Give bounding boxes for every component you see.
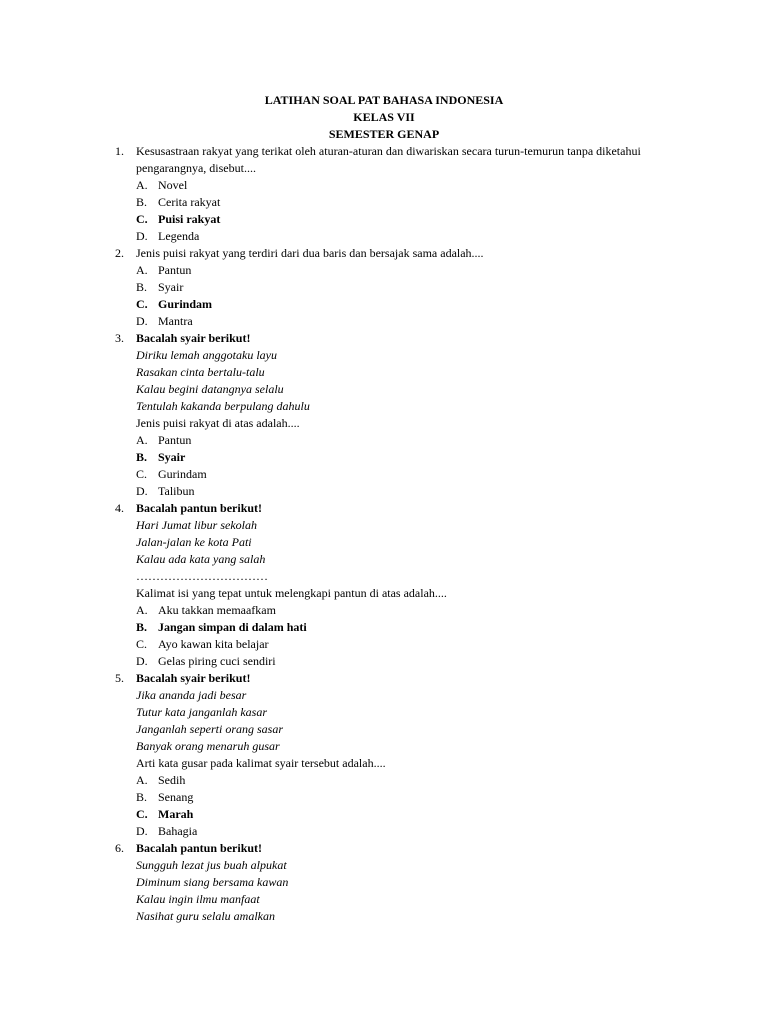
option-text: Legenda <box>158 229 200 243</box>
answer-option <box>136 602 676 619</box>
poem-line: Jalan-jalan ke kota Pati <box>136 535 252 549</box>
option-text: Talibun <box>158 484 195 498</box>
question-number: 5. <box>115 671 124 685</box>
question-text: Bacalah pantun berikut! <box>136 841 263 855</box>
poem-line: Jika ananda jadi besar <box>136 688 247 702</box>
option-letter: B. <box>136 195 148 209</box>
option-text: Senang <box>158 790 194 804</box>
question-text: Bacalah pantun berikut! <box>136 501 263 515</box>
option-letter: D. <box>136 229 148 243</box>
answer-option <box>136 772 676 789</box>
option-letter: C. <box>136 297 148 311</box>
question-number: 1. <box>115 144 124 158</box>
option-text: Gurindam <box>158 297 213 311</box>
option-text: Ayo kawan kita belajar <box>158 637 269 651</box>
question-text: Bacalah syair berikut! <box>136 671 251 685</box>
answer-option <box>136 483 676 500</box>
option-text: Syair <box>158 450 186 464</box>
question-number: 3. <box>115 331 124 345</box>
option-letter: C. <box>136 467 148 481</box>
answer-option <box>136 806 676 823</box>
title-line-3: SEMESTER GENAP <box>328 127 440 141</box>
poem-line: Tentulah kakanda berpulang dahulu <box>136 399 310 413</box>
option-letter: B. <box>136 450 148 464</box>
question-item <box>0 245 676 330</box>
option-letter: D. <box>136 824 148 838</box>
option-letter: A. <box>136 773 148 787</box>
option-text: Gurindam <box>158 467 207 481</box>
question-item <box>0 840 676 925</box>
poem-line: Diriku lemah anggotaku layu <box>136 348 277 362</box>
answer-option <box>136 432 676 449</box>
answer-option <box>136 279 676 296</box>
answer-option <box>136 449 676 466</box>
answer-option <box>136 211 676 228</box>
option-text: Novel <box>158 178 188 192</box>
option-text: Pantun <box>158 263 192 277</box>
option-text: Marah <box>158 807 194 821</box>
option-text: Syair <box>158 280 184 294</box>
option-letter: B. <box>136 280 148 294</box>
answer-option <box>136 619 676 636</box>
question-text: Bacalah syair berikut! <box>136 331 251 345</box>
title-line-2: KELAS VII <box>353 110 415 124</box>
answer-option <box>136 177 676 194</box>
answer-option <box>136 262 676 279</box>
poem-line: Nasihat guru selalu amalkan <box>136 909 276 923</box>
answer-option <box>136 228 676 245</box>
option-letter: A. <box>136 263 148 277</box>
question-text: Jenis puisi rakyat yang terdiri dari dua baris dan bersajak sama adalah.... <box>136 246 484 260</box>
option-letter: B. <box>136 790 148 804</box>
option-text: Cerita rakyat <box>158 195 221 209</box>
option-letter: A. <box>136 603 148 617</box>
poem-line: Janganlah seperti orang sasar <box>136 722 283 736</box>
question-prompt: Arti kata gusar pada kalimat syair tersebut adalah.... <box>136 756 386 770</box>
title-line-1: LATIHAN SOAL PAT BAHASA INDONESIA <box>264 93 504 107</box>
answer-option <box>136 313 676 330</box>
question-item <box>0 330 676 500</box>
option-letter: C. <box>136 807 148 821</box>
option-letter: C. <box>136 212 148 226</box>
answer-option <box>136 636 676 653</box>
option-letter: C. <box>136 637 148 651</box>
option-letter: D. <box>136 654 148 668</box>
option-letter: D. <box>136 484 148 498</box>
question-prompt: Kalimat isi yang tepat untuk melengkapi pantun di atas adalah.... <box>136 586 447 600</box>
option-text: Sedih <box>158 773 186 787</box>
answer-option <box>136 823 676 840</box>
option-text: Mantra <box>158 314 193 328</box>
poem-line: Kalau begini datangnya selalu <box>136 382 284 396</box>
option-text: Pantun <box>158 433 192 447</box>
option-text: Jangan simpan di dalam hati <box>158 620 307 634</box>
poem-line: Kalau ada kata yang salah <box>136 552 266 566</box>
answer-option <box>136 296 676 313</box>
poem-line: Diminum siang bersama kawan <box>136 875 289 889</box>
option-text: Aku takkan memaafkam <box>158 603 276 617</box>
option-letter: B. <box>136 620 148 634</box>
question-prompt: Jenis puisi rakyat di atas adalah.... <box>136 416 300 430</box>
question-number: 4. <box>115 501 124 515</box>
poem-line: Sungguh lezat jus buah alpukat <box>136 858 287 872</box>
question-item <box>0 500 676 670</box>
blank-line: …………………………… <box>136 569 268 583</box>
poem-line: Hari Jumat libur sekolah <box>136 518 257 532</box>
question-item <box>0 143 676 245</box>
poem-line: Kalau ingin ilmu manfaat <box>136 892 260 906</box>
poem-line: Banyak orang menaruh gusar <box>136 739 280 753</box>
question-list <box>0 143 768 925</box>
document-title <box>0 92 768 143</box>
answer-option <box>136 789 676 806</box>
question-number: 6. <box>115 841 124 855</box>
option-text: Gelas piring cuci sendiri <box>158 654 276 668</box>
question-number: 2. <box>115 246 124 260</box>
option-letter: A. <box>136 178 148 192</box>
document-page <box>0 92 768 925</box>
question-item <box>0 670 676 840</box>
poem-line: Tutur kata janganlah kasar <box>136 705 268 719</box>
answer-option <box>136 653 676 670</box>
answer-option <box>136 466 676 483</box>
question-text: Kesusastraan rakyat yang terikat oleh aturan-aturan dan diwariskan secara turun-temurun tanpa diketahui pengarangnya, disebut.... <box>136 144 641 175</box>
option-text: Puisi rakyat <box>158 212 221 226</box>
option-letter: D. <box>136 314 148 328</box>
poem-line: Rasakan cinta bertalu-talu <box>136 365 265 379</box>
option-letter: A. <box>136 433 148 447</box>
option-text: Bahagia <box>158 824 198 838</box>
answer-option <box>136 194 676 211</box>
